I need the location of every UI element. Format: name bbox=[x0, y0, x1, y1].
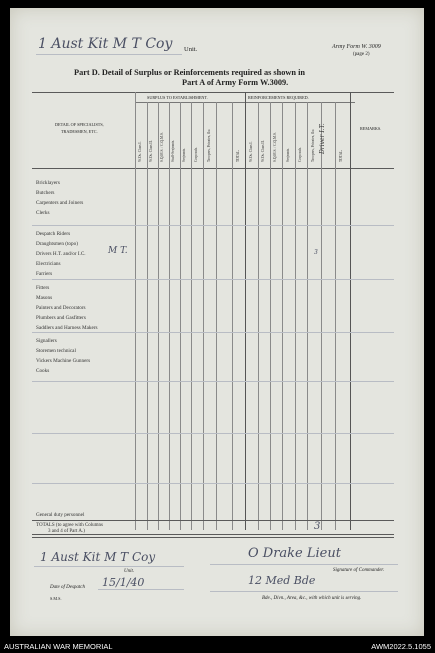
row-label: Signallers bbox=[36, 338, 57, 344]
row-label: Saddlers and Harness Makers bbox=[36, 325, 98, 331]
row-label: Fitters bbox=[36, 285, 50, 291]
col-head-surplus-total: TOTAL. bbox=[236, 149, 240, 162]
unit-handwritten: 1 Aust Kit M T Coy bbox=[38, 36, 173, 52]
despatch-line bbox=[98, 589, 184, 590]
row-label: Plumbers and Gasfitters bbox=[36, 315, 86, 321]
row-label: Carpenters and Joiners bbox=[36, 200, 84, 206]
archive-accession: AWM2022.5.1055 bbox=[371, 642, 431, 651]
col-head-reinf-sqms: S.Q.M.S. / C.Q.M.S. bbox=[273, 132, 277, 162]
col-head-surplus-wo1: W.Os. Class I. bbox=[138, 141, 142, 162]
col-head-handwritten: Driver I.T. bbox=[319, 123, 326, 154]
archive-institution: AUSTRALIAN WAR MEMORIAL bbox=[4, 642, 113, 651]
commander-signature: O Drake Lieut bbox=[248, 546, 341, 561]
group-divider bbox=[32, 332, 394, 333]
col-head-reinf-wo1: W.Os. Class I. bbox=[249, 141, 253, 162]
col-head-reinf-wo2: W.Os. Class II. bbox=[261, 140, 265, 162]
print-code: S.M.S. bbox=[50, 596, 62, 601]
header-bottom-border bbox=[32, 168, 394, 169]
column-divider bbox=[191, 102, 192, 530]
column-divider bbox=[158, 102, 159, 530]
row-label: Electricians bbox=[36, 261, 61, 267]
drivers-handwritten: M T. bbox=[108, 246, 128, 256]
totals-value: 3 bbox=[314, 521, 321, 532]
totals-line2: 3 and 4 of Part A.) bbox=[48, 529, 85, 534]
col-head-surplus-sjt: Serjeants. bbox=[182, 147, 186, 162]
title-line2: Part A of Army Form W.3009. bbox=[182, 78, 289, 87]
unit-location-handwritten: 12 Med Bde bbox=[248, 574, 316, 587]
remarks-header: REMARKS. bbox=[360, 126, 382, 131]
despatch-date: 15/1/40 bbox=[102, 576, 145, 589]
col-head-surplus-wo2: W.Os. Class II. bbox=[149, 140, 153, 162]
column-divider bbox=[282, 102, 283, 530]
row-label: Drivers H.T. and/or I.C. bbox=[36, 251, 86, 257]
column-divider bbox=[180, 102, 181, 530]
row-label-general-duty: General duty personnel bbox=[36, 512, 85, 518]
col-head-reinf-tpr: Troopers, Privates, &c. bbox=[311, 128, 315, 162]
row-label: Painters and Decorators bbox=[36, 305, 86, 311]
blank-row-divider bbox=[32, 483, 394, 484]
column-divider-major bbox=[245, 92, 246, 530]
title-line1: Part D. Detail of Surplus or Reinforcements required as shown in bbox=[74, 68, 306, 77]
column-divider bbox=[169, 102, 170, 530]
table-bottom-border-double bbox=[32, 537, 394, 538]
despatch-label: Date of Despatch bbox=[50, 585, 85, 590]
row-label: Farriers bbox=[36, 271, 53, 277]
detail-header-line1: DETAIL OF SPECIALISTS, bbox=[55, 122, 104, 127]
column-divider bbox=[258, 102, 259, 530]
form-page bbox=[10, 8, 424, 636]
column-divider bbox=[307, 102, 308, 530]
column-divider bbox=[216, 102, 217, 530]
column-divider bbox=[295, 102, 296, 530]
col-head-reinf-cpl: Corporals. bbox=[298, 146, 302, 162]
column-divider bbox=[147, 102, 148, 530]
column-divider bbox=[321, 102, 322, 530]
group-divider bbox=[32, 225, 394, 226]
row-label: Butchers bbox=[36, 190, 55, 196]
col-head-reinf-total: TOTAL. bbox=[339, 149, 343, 162]
col-head-surplus-cpl: Corporals. bbox=[194, 146, 198, 162]
table-top-border bbox=[32, 92, 394, 93]
totals-line1: TOTALS (to agree with Columns bbox=[36, 523, 103, 528]
column-divider bbox=[335, 102, 336, 530]
col-head-surplus-tpr: Troopers, Privates, &c. bbox=[207, 128, 211, 162]
blank-row-divider bbox=[32, 381, 394, 382]
column-divider bbox=[232, 102, 233, 530]
row-label: Clerks bbox=[36, 210, 50, 216]
general-duty-divider bbox=[32, 520, 394, 521]
column-divider bbox=[135, 92, 136, 530]
footer-unit-label: Unit. bbox=[124, 569, 135, 574]
row-label: Cooks bbox=[36, 368, 50, 374]
column-divider bbox=[270, 102, 271, 530]
signature-label: Signature of Commander. bbox=[333, 568, 385, 573]
row-label: Masons bbox=[36, 295, 53, 301]
col-head-surplus-staffsjt: Staff-Serjeants. bbox=[171, 139, 175, 162]
drivers-value: 3 bbox=[314, 249, 318, 256]
column-divider bbox=[203, 102, 204, 530]
row-label: Bricklayers bbox=[36, 180, 60, 186]
footer-unit-line bbox=[34, 566, 184, 567]
blank-row-divider bbox=[32, 433, 394, 434]
row-label: Vickers Machine Gunners bbox=[36, 358, 91, 364]
reinforcements-header: REINFORCEMENTS REQUIRED. bbox=[248, 95, 309, 100]
detail-header-line2: TRADESMEN, ETC. bbox=[61, 129, 98, 134]
unit-label: Unit. bbox=[184, 46, 198, 53]
form-page: (page 2) bbox=[353, 52, 370, 57]
form-name: Army Form W. 3009 bbox=[332, 44, 381, 50]
col-head-reinf-sjt: Serjeants. bbox=[286, 147, 290, 162]
signature-line bbox=[210, 564, 398, 565]
row-label: Draughtsmen (topo) bbox=[36, 241, 78, 247]
unit-underline bbox=[36, 54, 182, 55]
unit-location-line bbox=[210, 591, 398, 592]
footer-unit-handwritten: 1 Aust Kit M T Coy bbox=[40, 550, 156, 564]
group-divider bbox=[32, 279, 394, 280]
surplus-header: SURPLUS TO ESTABLISHMENT. bbox=[147, 95, 208, 100]
column-divider-major bbox=[350, 92, 351, 530]
col-head-surplus-sqms: S.Q.M.S. / C.Q.M.S. bbox=[160, 132, 164, 162]
row-label: Storemen technical bbox=[36, 348, 76, 354]
row-label: Despatch Riders bbox=[36, 231, 71, 237]
unit-location-label: Bde., Divn., Area, &c., with which unit is serving. bbox=[262, 596, 362, 601]
table-bottom-border bbox=[32, 534, 394, 535]
